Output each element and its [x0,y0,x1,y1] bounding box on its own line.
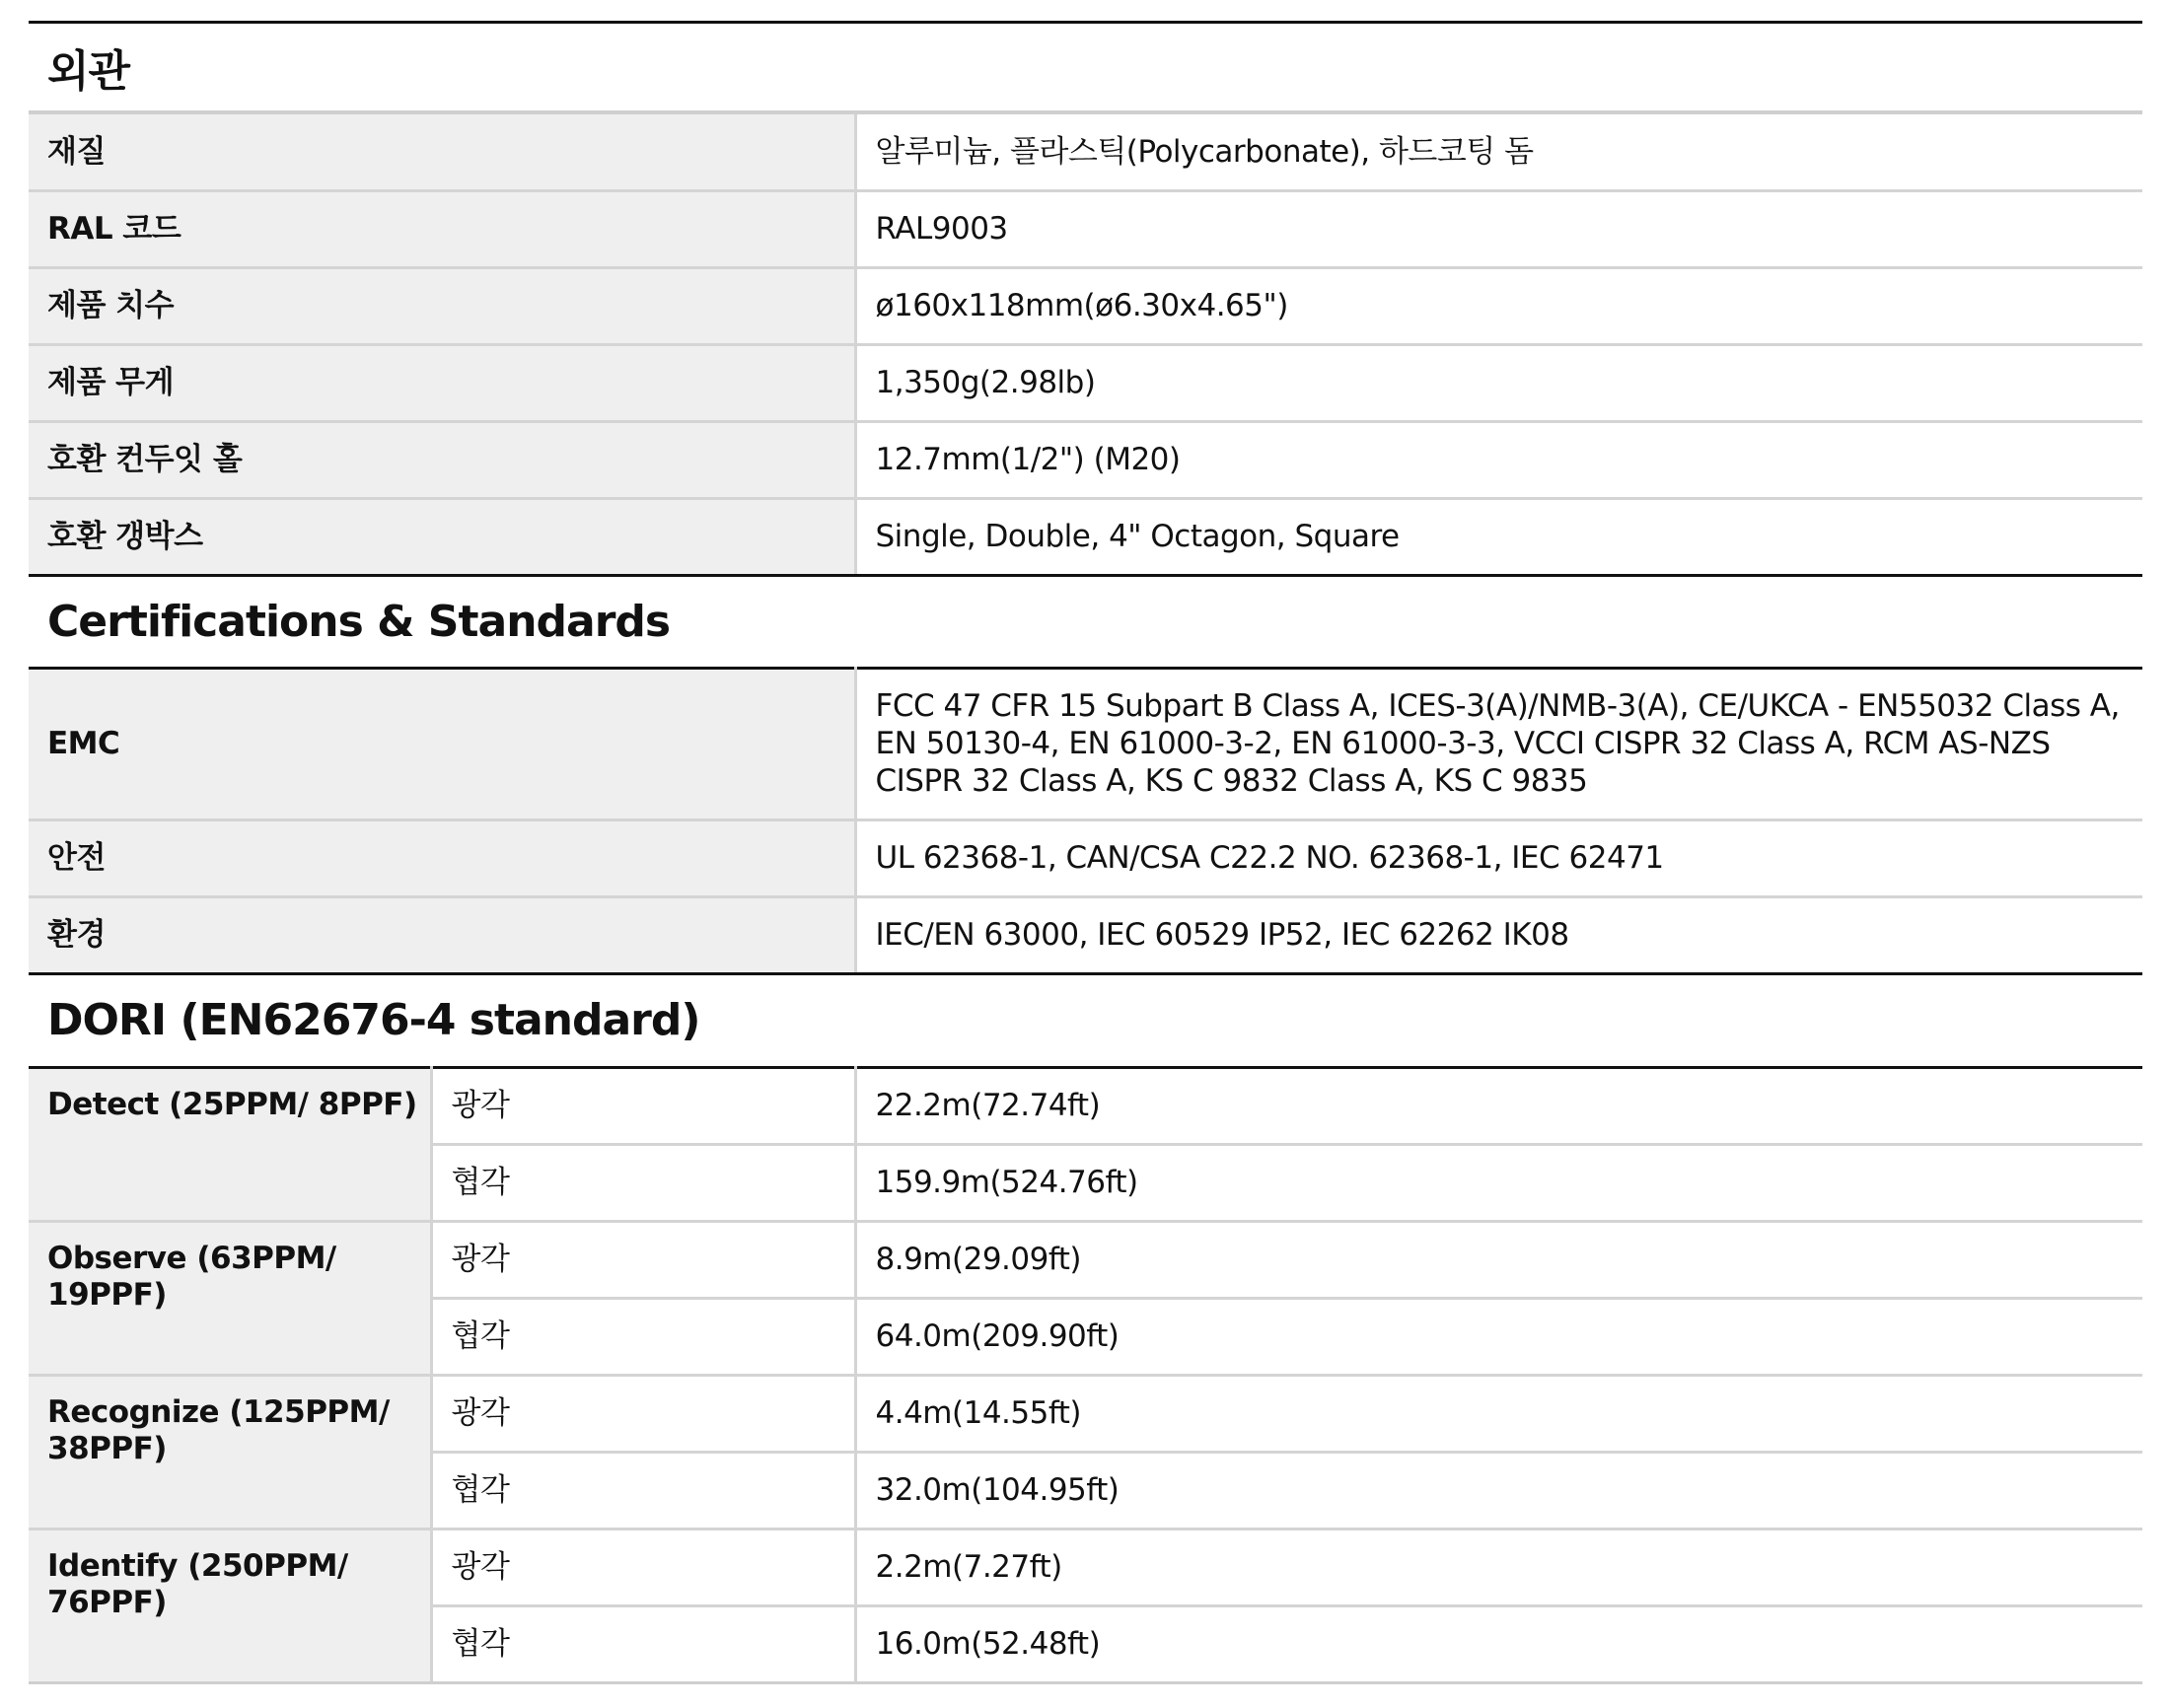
dori-distance: 4.4m(14.55ft) [855,1375,2142,1452]
table-row [29,421,2142,498]
row-value: 1,350g(2.98lb) [855,344,2142,421]
dori-lens: 협각 [431,1605,855,1682]
appearance-table [29,110,2142,577]
dori-lens: 광각 [431,1529,855,1605]
row-value: ø160x118mm(ø6.30x4.65") [855,267,2142,344]
row-value: 12.7mm(1/2") (M20) [855,421,2142,498]
table-row [29,1221,2142,1298]
dori-lens: 광각 [431,1375,855,1452]
row-label: 재질 [29,112,855,190]
table-row [29,896,2142,973]
certifications-table [29,667,2142,975]
dori-category: Observe (63PPM/ 19PPF) [29,1221,431,1375]
dori-distance: 64.0m(209.90ft) [855,1298,2142,1375]
dori-distance: 16.0m(52.48ft) [855,1605,2142,1682]
row-label: 환경 [29,896,855,973]
dori-table [29,1066,2142,1684]
row-value: 알루미늄, 플라스틱(Polycarbonate), 하드코팅 돔 [855,112,2142,190]
dori-distance: 2.2m(7.27ft) [855,1529,2142,1605]
dori-category: Recognize (125PPM/ 38PPF) [29,1375,431,1529]
row-label: 호환 컨두잇 홀 [29,421,855,498]
section-title-dori: DORI (EN62676-4 standard) [47,995,700,1045]
row-value: FCC 47 CFR 15 Subpart B Class A, ICES-3(A)/NMB-3(A), CE/UKCA - EN55032 Class A, EN 50130-4, EN 61000-3-2, EN 61000-3-3, VCCI CISPR 32 Class A, RCM AS-NZS CISPR 32 Class A, KS C 9832 Class A, KS C 9835 [855,668,2142,819]
row-label: 제품 치수 [29,267,855,344]
table-row [29,190,2142,267]
dori-lens: 협각 [431,1298,855,1375]
table-row [29,1067,2142,1144]
row-label: RAL 코드 [29,190,855,267]
dori-lens: 협각 [431,1144,855,1221]
row-label: EMC [29,668,855,819]
table-row [29,498,2142,575]
table-row [29,1529,2142,1605]
table-row [29,819,2142,896]
table-row [29,344,2142,421]
dori-category: Identify (250PPM/ 76PPF) [29,1529,431,1682]
table-row [29,112,2142,190]
row-label: 제품 무게 [29,344,855,421]
dori-lens: 광각 [431,1221,855,1298]
dori-lens: 협각 [431,1452,855,1529]
dori-distance: 8.9m(29.09ft) [855,1221,2142,1298]
spec-sheet [29,21,2142,1684]
dori-distance: 159.9m(524.76ft) [855,1144,2142,1221]
row-value: Single, Double, 4" Octagon, Square [855,498,2142,575]
table-row [29,267,2142,344]
table-row [29,668,2142,819]
table-row [29,1375,2142,1452]
row-value: IEC/EN 63000, IEC 60529 IP52, IEC 62262 IK08 [855,896,2142,973]
row-value: RAL9003 [855,190,2142,267]
row-label: 안전 [29,819,855,896]
section-title-certifications: Certifications & Standards [47,596,671,647]
dori-distance: 22.2m(72.74ft) [855,1067,2142,1144]
dori-category: Detect (25PPM/ 8PPF) [29,1067,431,1221]
row-label: 호환 갱박스 [29,498,855,575]
row-value: UL 62368-1, CAN/CSA C22.2 NO. 62368-1, IEC 62471 [855,819,2142,896]
dori-distance: 32.0m(104.95ft) [855,1452,2142,1529]
dori-lens: 광각 [431,1067,855,1144]
section-title-appearance: 외관 [29,21,2142,110]
